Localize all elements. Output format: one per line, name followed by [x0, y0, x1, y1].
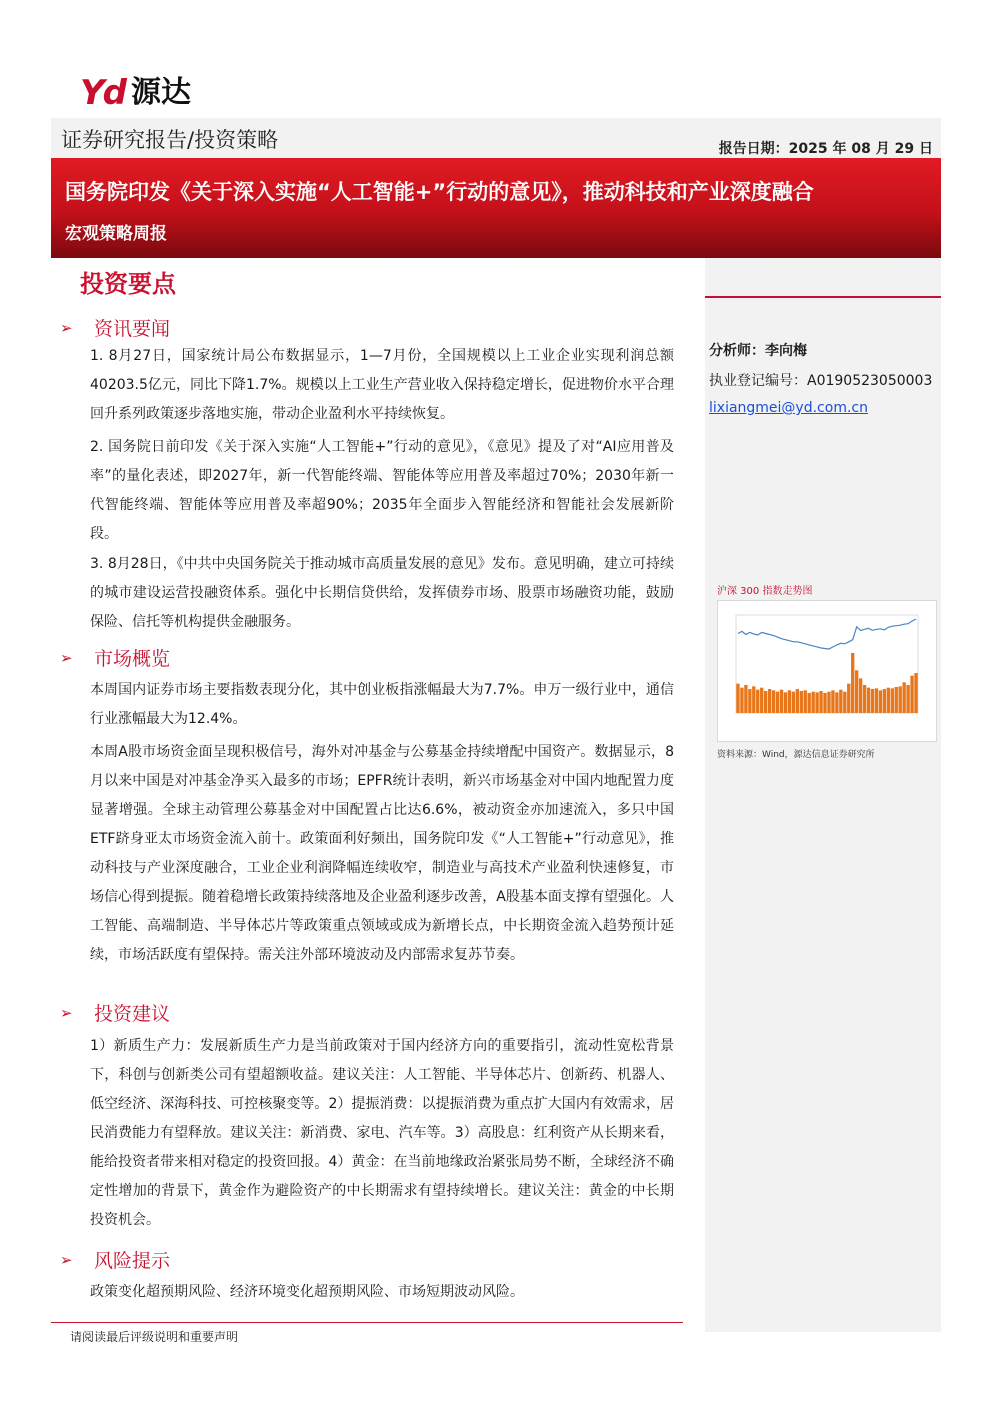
- chart-bar: [855, 670, 858, 713]
- chart-bar: [899, 686, 902, 713]
- chart-title: 沪深 300 指数走势图: [717, 586, 813, 597]
- title-banner: [51, 158, 941, 258]
- chart-bar: [847, 684, 850, 713]
- chart-bar: [796, 689, 799, 713]
- sidebar-divider: [705, 296, 941, 298]
- section-label: 资讯要闻: [94, 318, 171, 340]
- section-heading-advice: [60, 999, 170, 1026]
- chart-bar: [819, 691, 822, 713]
- report-date: 报告日期：2025 年 08 月 29 日: [718, 141, 933, 157]
- chart-bar: [863, 685, 866, 713]
- news-item: 2. 国务院日前印发《关于深入实施“人工智能+”行动的意见》，《意见》提及了对“AI应用普及率”的量化表述，即2027年，新一代智能终端、智能体等应用普及率超过70%；2030年新一代智能终端、智能体等应用普及率超90%；2035年全面步入智能经济和智能社会发展新阶段。: [90, 439, 674, 542]
- index-chart-svg: [718, 601, 936, 741]
- chart-bar: [879, 690, 882, 713]
- chart-bar: [748, 689, 751, 713]
- chart-bar: [906, 685, 909, 713]
- chart-bar: [811, 692, 814, 713]
- arrow-right-icon: ➢: [60, 1003, 73, 1022]
- section-label: 风险提示: [94, 1250, 171, 1272]
- chart-bar: [914, 673, 917, 713]
- analyst-name: 分析师：李向梅: [709, 343, 807, 359]
- chart-bar: [887, 688, 890, 713]
- chart-bar: [772, 690, 775, 713]
- chart-bar: [744, 685, 747, 713]
- chart-bar: [891, 688, 894, 713]
- arrow-right-icon: ➢: [60, 318, 73, 337]
- news-item: 1. 8月27日，国家统计局公布数据显示，1—7月份，全国规模以上工业企业实现利润总额40203.5亿元，同比下降1.7%。规模以上工业生产营业收入保持稳定增长，促进物价水平合理回升系列政策逐步落地实施，带动企业盈利水平持续恢复。: [90, 348, 674, 422]
- section-heading-market: [60, 644, 170, 671]
- chart-bar: [788, 690, 791, 713]
- logo-mark: Yd: [80, 73, 125, 113]
- chart-bar: [871, 689, 874, 713]
- market-item: 本周国内证券市场主要指数表现分化，其中创业板指涨幅最大为7.7%。申万一级行业中，通信行业涨幅最大为12.4%。: [90, 682, 674, 727]
- advice-item: 1）新质生产力：发展新质生产力是当前政策对于国内经济方向的重要指引，流动性宽松背景下，科创与创新类公司有望超额收益。建议关注：人工智能、半导体芯片、创新药、机器人、低空经济、深海科技、可控核聚变等。2）提振消费：以提振消费为重点扩大国内有效需求，居民消费能力有望释放。建议关注：新消费、家电、汽车等。3）高股息：红利资产从长期来看，能给投资者带来相对稳定的投资回报。4）黄金：在当前地缘政治紧张局势不断，全球经济不确定性增加的背景下，黄金作为避险资产的中长期需求有望持续增长。建议关注：黄金的中长期投资机会。: [90, 1038, 674, 1228]
- chart-bar: [764, 691, 767, 713]
- report-subtitle: 宏观策略周报: [65, 224, 167, 244]
- report-category: 证券研究报告/投资策略: [61, 128, 279, 152]
- chart-bar: [740, 688, 743, 713]
- section-label: 市场概览: [94, 648, 171, 670]
- chart-bar: [902, 682, 905, 713]
- chart-bar: [851, 653, 854, 713]
- chart-bar: [910, 676, 913, 713]
- logo-text: 源达: [130, 75, 191, 110]
- sidebar: [705, 258, 941, 1332]
- risk-item: 政策变化超预期风险、经济环境变化超预期风险、市场短期波动风险。: [90, 1284, 524, 1300]
- chart-bar: [823, 693, 826, 713]
- license-number: 执业登记编号：A0190523050003: [709, 373, 933, 389]
- report-type-bar: [51, 118, 941, 158]
- chart-bar: [776, 692, 779, 713]
- chart-bar: [831, 690, 834, 713]
- chart-bar: [827, 692, 830, 713]
- arrow-right-icon: ➢: [60, 1250, 73, 1269]
- chart-bar: [875, 688, 878, 713]
- footer-divider: [51, 1322, 683, 1323]
- news-item: 3. 8月28日，《中共中央国务院关于推动城市高质量发展的意见》发布。意见明确，建立可持续的城市建设运营投融资体系。强化中长期信贷供给，发挥债券市场、股票市场融资功能，鼓励保险、信托等机构提供金融服务。: [90, 556, 674, 630]
- report-title: 国务院印发《关于深入实施“人工智能+”行动的意见》，推动科技和产业深度融合: [65, 180, 814, 204]
- analyst-email-link[interactable]: lixiangmei@yd.com.cn: [709, 400, 868, 416]
- chart-bar: [792, 692, 795, 713]
- index-chart: [717, 600, 937, 742]
- chart-bar: [756, 690, 759, 713]
- chart-bar: [808, 693, 811, 713]
- chart-source: 资料来源：Wind，源达信息证券研究所: [717, 750, 875, 760]
- chart-bar: [784, 692, 787, 713]
- section-heading-risk: [60, 1246, 170, 1273]
- arrow-right-icon: ➢: [60, 648, 73, 667]
- chart-bar: [883, 689, 886, 713]
- chart-bar: [768, 689, 771, 713]
- chart-bar: [760, 688, 763, 713]
- chart-bar: [804, 690, 807, 713]
- chart-bar: [895, 687, 898, 713]
- chart-bar: [859, 678, 862, 713]
- chart-bar: [800, 691, 803, 713]
- section-label: 投资建议: [94, 1003, 171, 1025]
- brand-logo: [80, 73, 191, 113]
- main-heading: 投资要点: [80, 270, 176, 298]
- chart-bar: [815, 692, 818, 713]
- chart-bar: [835, 692, 838, 713]
- market-item: 本周A股市场资金面呈现积极信号，海外对冲基金与公募基金持续增配中国资产。数据显示，8月以来中国是对冲基金净买入最多的市场；EPFR统计表明，新兴市场基金对中国内地配置力度显著增强。全球主动管理公募基金对中国配置占比达6.6%，被动资金亦加速流入，多只中国ETF跻身亚太市场资金流入前十。政策面利好频出，国务院印发《“人工智能+”行动意见》，推动科技与产业深度融合，工业企业利润降幅连续收窄，制造业与高技术产业盈利快速修复，市场信心得到提振。随着稳增长政策持续落地及企业盈利逐步改善，A股基本面支撑有望强化。人工智能、高端制造、半导体芯片等政策重点领域或成为新增长点，中长期资金流入趋势预计延续，市场活跃度有望保持。需关注外部环境波动及内部需求复苏节奏。: [90, 744, 674, 963]
- chart-bar: [867, 688, 870, 713]
- chart-bar: [736, 684, 739, 713]
- chart-line: [738, 619, 916, 649]
- chart-bar: [752, 686, 755, 713]
- section-heading-news: [60, 314, 170, 341]
- chart-bar: [839, 690, 842, 713]
- footer-disclaimer: 请阅读最后评级说明和重要声明: [70, 1330, 239, 1344]
- chart-bar: [780, 690, 783, 713]
- chart-bar: [843, 692, 846, 713]
